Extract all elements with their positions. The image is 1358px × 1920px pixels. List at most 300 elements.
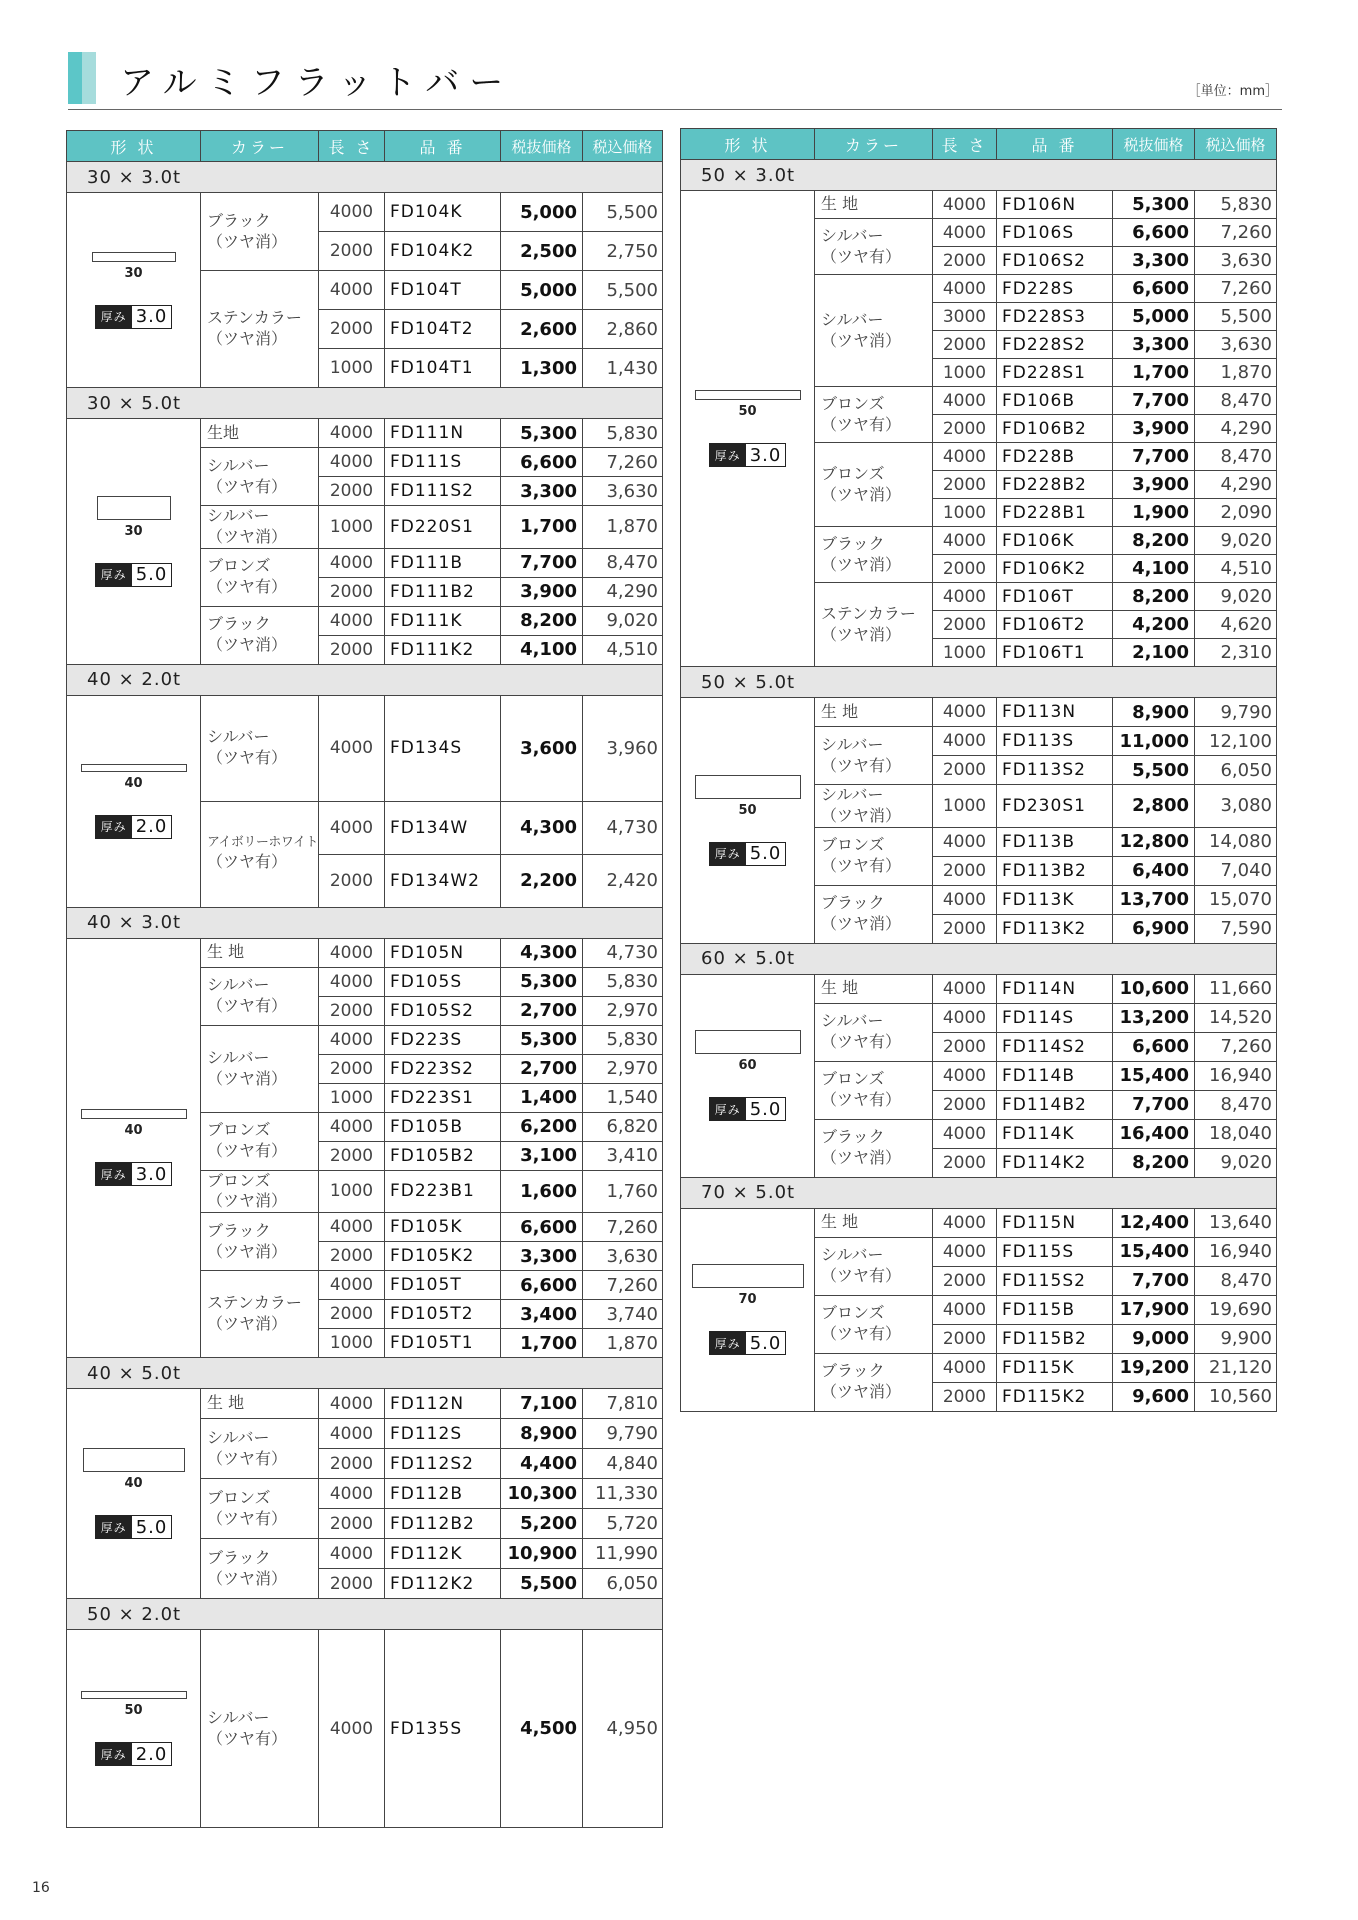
price-ex-tax-cell: 5,300	[501, 419, 583, 448]
length-cell: 4000	[933, 1237, 997, 1266]
product-code-cell: FD228B1	[997, 499, 1113, 527]
color-finish: （ツヤ有）	[207, 1448, 288, 1468]
price-in-tax-cell: 14,080	[1195, 827, 1277, 856]
product-code-cell: FD104T2	[385, 310, 501, 349]
length-cell: 1000	[933, 639, 997, 667]
product-code-cell: FD113N	[997, 698, 1113, 727]
price-ex-tax-cell: 4,300	[501, 938, 583, 967]
size-section-header	[67, 1599, 663, 1630]
price-ex-tax-cell: 2,100	[1113, 639, 1195, 667]
color-cell	[201, 1389, 319, 1419]
color-name: 生 地	[821, 1212, 859, 1232]
flat-bar-cross-section	[695, 775, 801, 799]
shape-diagram	[95, 496, 173, 587]
length-cell: 2000	[933, 756, 997, 785]
length-cell: 2000	[319, 1141, 385, 1170]
color-name: ブラック	[207, 210, 271, 230]
color-name: ステンカラー	[821, 603, 916, 623]
length-cell: 2000	[319, 1569, 385, 1599]
product-code-cell: FD135S	[385, 1630, 501, 1828]
price-in-tax-cell: 1,870	[1195, 359, 1277, 387]
color-name: ブラック	[821, 533, 885, 553]
color-name: シルバー	[821, 1011, 884, 1031]
thickness-badge	[95, 563, 173, 587]
color-cell	[815, 827, 933, 885]
price-ex-tax-cell: 4,400	[501, 1449, 583, 1479]
color-finish: （ツヤ有）	[207, 748, 288, 768]
size-label: 40 × 5.0t	[67, 1358, 663, 1389]
price-ex-tax-cell: 6,600	[501, 448, 583, 477]
shape-diagram	[692, 1264, 804, 1355]
price-in-tax-cell: 5,830	[1195, 191, 1277, 219]
shape-diagram	[695, 390, 801, 467]
length-cell: 1000	[319, 506, 385, 549]
shape-cell	[67, 695, 201, 907]
shape-cell	[681, 1208, 815, 1411]
product-code-cell: FD115B2	[997, 1324, 1113, 1353]
size-section-header	[67, 1358, 663, 1389]
color-name: シルバー	[207, 1047, 270, 1067]
price-ex-tax-cell: 6,600	[501, 1213, 583, 1242]
flat-bar-cross-section	[695, 390, 801, 400]
product-row	[681, 191, 1277, 219]
width-label: 70	[738, 1292, 757, 1308]
color-cell	[815, 1353, 933, 1411]
price-in-tax-cell: 13,640	[1195, 1208, 1277, 1237]
length-cell: 4000	[319, 1025, 385, 1054]
color-finish: （ツヤ有）	[207, 1141, 288, 1161]
color-finish: （ツヤ消）	[207, 1068, 288, 1088]
product-code-cell: FD113K	[997, 885, 1113, 914]
color-name: シルバー	[207, 455, 270, 475]
color-finish: （ツヤ有）	[207, 996, 288, 1016]
thickness-badge	[95, 1162, 173, 1186]
price-in-tax-cell: 21,120	[1195, 1353, 1277, 1382]
product-code-cell: FD115B	[997, 1295, 1113, 1324]
product-code-cell: FD220S1	[385, 506, 501, 549]
page-title: アルミフラットバー	[120, 63, 514, 103]
price-in-tax-cell: 4,290	[583, 577, 663, 606]
color-cell	[201, 1539, 319, 1599]
shape-diagram	[695, 1030, 801, 1121]
price-in-tax-cell: 7,260	[1195, 219, 1277, 247]
shape-diagram	[83, 1448, 185, 1539]
flat-bar-cross-section	[92, 252, 176, 262]
color-cell	[201, 1170, 319, 1213]
price-ex-tax-cell: 6,600	[1113, 275, 1195, 303]
length-cell: 1000	[319, 1329, 385, 1358]
price-in-tax-cell: 4,620	[1195, 611, 1277, 639]
color-name: ブロンズ	[207, 1487, 271, 1507]
color-finish: （ツヤ消）	[821, 914, 902, 934]
product-code-cell: FD106B2	[997, 415, 1113, 443]
product-code-cell: FD104K	[385, 193, 501, 232]
header-shape: 形 状	[681, 129, 815, 160]
product-code-cell: FD105K2	[385, 1242, 501, 1271]
length-cell: 4000	[319, 193, 385, 232]
color-finish: （ツヤ消）	[207, 526, 288, 546]
product-code-cell: FD134W	[385, 801, 501, 854]
length-cell: 2000	[319, 635, 385, 664]
color-cell	[815, 191, 933, 219]
product-code-cell: FD134S	[385, 695, 501, 801]
product-code-cell: FD112N	[385, 1389, 501, 1419]
product-code-cell: FD106B	[997, 387, 1113, 415]
product-code-cell: FD228S2	[997, 331, 1113, 359]
product-code-cell: FD223S1	[385, 1083, 501, 1112]
length-cell: 1000	[933, 359, 997, 387]
color-name: シルバー	[821, 734, 884, 754]
thickness-badge	[709, 443, 787, 467]
length-cell: 4000	[933, 443, 997, 471]
price-ex-tax-cell: 2,800	[1113, 785, 1195, 828]
price-ex-tax-cell: 3,100	[501, 1141, 583, 1170]
color-finish: （ツヤ消）	[207, 1191, 288, 1211]
shape-cell	[67, 193, 201, 388]
length-cell: 2000	[933, 1382, 997, 1411]
product-code-cell: FD114S2	[997, 1032, 1113, 1061]
color-finish: （ツヤ消）	[207, 1314, 288, 1334]
price-ex-tax-cell: 5,300	[1113, 191, 1195, 219]
thickness-value: 5.0	[749, 1098, 782, 1120]
price-ex-tax-cell: 3,600	[501, 695, 583, 801]
length-cell: 4000	[319, 967, 385, 996]
price-ex-tax-cell: 4,500	[501, 1630, 583, 1828]
price-ex-tax-cell: 8,200	[501, 606, 583, 635]
price-in-tax-cell: 2,090	[1195, 499, 1277, 527]
color-name: ブラック	[207, 1547, 271, 1567]
length-cell: 4000	[933, 698, 997, 727]
product-code-cell: FD114N	[997, 974, 1113, 1003]
color-name: 生 地	[821, 978, 859, 998]
price-in-tax-cell: 9,020	[583, 606, 663, 635]
price-in-tax-cell: 5,720	[583, 1509, 663, 1539]
page-number: 16	[32, 1880, 50, 1896]
size-section-header	[67, 907, 663, 938]
color-name: シルバー	[207, 1427, 270, 1447]
length-cell: 4000	[319, 1389, 385, 1419]
price-ex-tax-cell: 1,700	[501, 1329, 583, 1358]
size-section-header	[67, 664, 663, 695]
color-cell	[815, 885, 933, 943]
product-code-cell: FD114B2	[997, 1090, 1113, 1119]
color-name: ブラック	[207, 614, 271, 634]
product-code-cell: FD111S2	[385, 477, 501, 506]
price-ex-tax-cell: 5,500	[501, 1569, 583, 1599]
price-in-tax-cell: 9,900	[1195, 1324, 1277, 1353]
product-code-cell: FD134W2	[385, 854, 501, 907]
price-in-tax-cell: 5,500	[583, 193, 663, 232]
length-cell: 1000	[319, 349, 385, 388]
price-ex-tax-cell: 6,600	[1113, 219, 1195, 247]
color-finish: （ツヤ消）	[821, 330, 902, 350]
product-code-cell: FD113B2	[997, 856, 1113, 885]
color-finish: （ツヤ有）	[207, 577, 288, 597]
thickness-badge	[709, 1331, 787, 1355]
product-code-cell: FD113S	[997, 727, 1113, 756]
price-ex-tax-cell: 8,900	[501, 1419, 583, 1449]
shape-diagram	[695, 775, 801, 866]
size-label: 70 × 5.0t	[681, 1177, 1277, 1208]
product-code-cell: FD111K	[385, 606, 501, 635]
price-ex-tax-cell: 6,400	[1113, 856, 1195, 885]
header-color: カラー	[815, 129, 933, 160]
price-ex-tax-cell: 1,900	[1113, 499, 1195, 527]
color-cell	[815, 219, 933, 275]
thickness-badge-label: 厚み	[96, 1516, 132, 1538]
length-cell: 2000	[319, 854, 385, 907]
color-finish: （ツヤ有）	[821, 856, 902, 876]
color-name: シルバー	[821, 785, 884, 804]
price-in-tax-cell: 5,830	[583, 419, 663, 448]
price-in-tax-cell: 10,560	[1195, 1382, 1277, 1411]
price-ex-tax-cell: 6,900	[1113, 914, 1195, 943]
price-ex-tax-cell: 16,400	[1113, 1119, 1195, 1148]
price-table-right	[680, 128, 1277, 1412]
table-header-row	[67, 131, 663, 162]
color-name: ブロンズ	[821, 463, 885, 483]
price-ex-tax-cell: 4,100	[501, 635, 583, 664]
price-in-tax-cell: 6,050	[583, 1569, 663, 1599]
size-section-header	[681, 667, 1277, 698]
title-accent-bar	[68, 52, 82, 104]
product-code-cell: FD112S	[385, 1419, 501, 1449]
price-in-tax-cell: 8,470	[1195, 387, 1277, 415]
product-code-cell: FD105B2	[385, 1141, 501, 1170]
length-cell: 2000	[933, 1266, 997, 1295]
price-in-tax-cell: 8,470	[1195, 1266, 1277, 1295]
product-code-cell: FD113S2	[997, 756, 1113, 785]
color-finish: （ツヤ有）	[821, 1090, 902, 1110]
price-ex-tax-cell: 3,900	[1113, 415, 1195, 443]
length-cell: 2000	[319, 996, 385, 1025]
price-in-tax-cell: 1,430	[583, 349, 663, 388]
product-code-cell: FD105K	[385, 1213, 501, 1242]
length-cell: 4000	[319, 1213, 385, 1242]
color-cell	[815, 785, 933, 828]
color-cell	[815, 443, 933, 527]
size-label: 60 × 5.0t	[681, 943, 1277, 974]
length-cell: 2000	[319, 577, 385, 606]
product-code-cell: FD106S	[997, 219, 1113, 247]
price-ex-tax-cell: 10,600	[1113, 974, 1195, 1003]
length-cell: 4000	[319, 1271, 385, 1300]
color-name: シルバー	[821, 1245, 884, 1265]
price-in-tax-cell: 1,760	[583, 1170, 663, 1213]
price-in-tax-cell: 16,940	[1195, 1237, 1277, 1266]
price-ex-tax-cell: 5,000	[501, 193, 583, 232]
product-code-cell: FD223B1	[385, 1170, 501, 1213]
flat-bar-cross-section	[692, 1264, 804, 1288]
price-in-tax-cell: 4,730	[583, 801, 663, 854]
price-ex-tax-cell: 5,300	[501, 1025, 583, 1054]
color-name: シルバー	[207, 727, 270, 747]
price-in-tax-cell: 3,740	[583, 1300, 663, 1329]
price-ex-tax-cell: 10,300	[501, 1479, 583, 1509]
product-code-cell: FD105T1	[385, 1329, 501, 1358]
color-finish: （ツヤ有）	[821, 246, 902, 266]
header-code: 品 番	[997, 129, 1113, 160]
color-finish: （ツヤ消）	[821, 1382, 902, 1402]
price-in-tax-cell: 3,630	[583, 1242, 663, 1271]
length-cell: 2000	[319, 1242, 385, 1271]
width-label: 50	[738, 802, 757, 818]
color-name: シルバー	[207, 506, 270, 525]
color-finish: （ツヤ有）	[207, 852, 288, 872]
length-cell: 4000	[933, 275, 997, 303]
color-finish: （ツヤ消）	[821, 554, 902, 574]
price-in-tax-cell: 2,970	[583, 996, 663, 1025]
length-cell: 2000	[319, 1449, 385, 1479]
length-cell: 2000	[933, 1148, 997, 1177]
price-ex-tax-cell: 8,200	[1113, 527, 1195, 555]
color-cell	[201, 1112, 319, 1170]
size-section-header	[681, 160, 1277, 191]
thickness-badge-label: 厚み	[710, 1332, 746, 1354]
thickness-badge-label: 厚み	[710, 1098, 746, 1120]
size-label: 50 × 5.0t	[681, 667, 1277, 698]
thickness-badge	[709, 842, 787, 866]
thickness-badge-label: 厚み	[96, 306, 132, 328]
length-cell: 2000	[933, 471, 997, 499]
price-in-tax-cell: 4,840	[583, 1449, 663, 1479]
price-in-tax-cell: 7,260	[1195, 275, 1277, 303]
color-finish: （ツヤ有）	[821, 414, 902, 434]
size-section-header	[681, 943, 1277, 974]
shape-diagram	[81, 764, 187, 839]
product-code-cell: FD104T1	[385, 349, 501, 388]
color-cell	[815, 1208, 933, 1237]
price-in-tax-cell: 12,100	[1195, 727, 1277, 756]
color-cell	[815, 583, 933, 667]
price-in-tax-cell: 4,290	[1195, 471, 1277, 499]
color-finish: （ツヤ消）	[821, 1148, 902, 1168]
price-in-tax-cell: 15,070	[1195, 885, 1277, 914]
color-name: 生 地	[821, 701, 859, 721]
length-cell: 2000	[933, 856, 997, 885]
color-cell	[201, 448, 319, 506]
length-cell: 4000	[933, 727, 997, 756]
price-ex-tax-cell: 7,700	[1113, 443, 1195, 471]
price-ex-tax-cell: 4,300	[501, 801, 583, 854]
color-finish: （ツヤ消）	[821, 805, 902, 825]
product-row	[67, 695, 663, 748]
color-finish: （ツヤ有）	[821, 1032, 902, 1052]
price-ex-tax-cell: 7,700	[1113, 1090, 1195, 1119]
price-in-tax-cell: 7,590	[1195, 914, 1277, 943]
price-in-tax-cell: 6,820	[583, 1112, 663, 1141]
product-code-cell: FD106K	[997, 527, 1113, 555]
product-code-cell: FD106T1	[997, 639, 1113, 667]
price-ex-tax-cell: 2,200	[501, 854, 583, 907]
length-cell: 2000	[319, 232, 385, 271]
length-cell: 2000	[933, 914, 997, 943]
product-code-cell: FD115N	[997, 1208, 1113, 1237]
product-code-cell: FD115S2	[997, 1266, 1113, 1295]
length-cell: 2000	[933, 1090, 997, 1119]
width-label: 40	[124, 1123, 143, 1139]
price-ex-tax-cell: 7,700	[501, 548, 583, 577]
length-cell: 4000	[319, 1112, 385, 1141]
price-ex-tax-cell: 9,600	[1113, 1382, 1195, 1411]
thickness-badge	[95, 1515, 173, 1539]
length-cell: 4000	[933, 1003, 997, 1032]
header-price-in-tax: 税込価格	[1195, 129, 1277, 160]
thickness-badge-label: 厚み	[96, 1163, 132, 1185]
color-cell	[201, 193, 319, 271]
price-ex-tax-cell: 13,700	[1113, 885, 1195, 914]
product-code-cell: FD105T	[385, 1271, 501, 1300]
price-in-tax-cell: 9,020	[1195, 1148, 1277, 1177]
product-code-cell: FD112S2	[385, 1449, 501, 1479]
product-code-cell: FD230S1	[997, 785, 1113, 828]
color-finish: （ツヤ消）	[207, 1241, 288, 1261]
price-in-tax-cell: 14,520	[1195, 1003, 1277, 1032]
price-in-tax-cell: 5,830	[583, 967, 663, 996]
color-name: シルバー	[207, 975, 270, 995]
price-ex-tax-cell: 3,300	[1113, 331, 1195, 359]
thickness-badge-label: 厚み	[710, 444, 746, 466]
price-in-tax-cell: 7,260	[583, 1271, 663, 1300]
color-name: 生 地	[821, 194, 859, 214]
length-cell: 2000	[319, 477, 385, 506]
price-in-tax-cell: 2,860	[583, 310, 663, 349]
flat-bar-cross-section	[81, 764, 187, 772]
price-in-tax-cell: 11,990	[583, 1539, 663, 1569]
price-ex-tax-cell: 11,000	[1113, 727, 1195, 756]
price-in-tax-cell: 3,410	[583, 1141, 663, 1170]
color-cell	[201, 1419, 319, 1479]
unit-note: ［単位：mm］	[1187, 84, 1278, 99]
price-ex-tax-cell: 1,300	[501, 349, 583, 388]
color-cell	[815, 527, 933, 583]
thickness-value: 3.0	[135, 306, 168, 327]
price-ex-tax-cell: 1,700	[501, 506, 583, 549]
price-ex-tax-cell: 13,200	[1113, 1003, 1195, 1032]
length-cell: 2000	[933, 1324, 997, 1353]
price-ex-tax-cell: 4,200	[1113, 611, 1195, 639]
color-cell	[201, 271, 319, 388]
title-accent-bar-light	[82, 52, 96, 104]
product-row	[67, 1389, 663, 1419]
price-ex-tax-cell: 8,200	[1113, 1148, 1195, 1177]
length-cell: 4000	[319, 271, 385, 310]
price-in-tax-cell: 3,080	[1195, 785, 1277, 828]
length-cell: 4000	[319, 1539, 385, 1569]
color-cell	[815, 1237, 933, 1295]
color-cell	[201, 801, 319, 907]
color-cell	[201, 419, 319, 448]
shape-cell	[67, 1630, 201, 1828]
product-code-cell: FD105S	[385, 967, 501, 996]
product-code-cell: FD115K2	[997, 1382, 1113, 1411]
size-label: 40 × 2.0t	[67, 664, 663, 695]
price-in-tax-cell: 2,750	[583, 232, 663, 271]
color-name: 生 地	[207, 942, 245, 962]
product-code-cell: FD223S2	[385, 1054, 501, 1083]
product-code-cell: FD228B	[997, 443, 1113, 471]
color-cell	[815, 974, 933, 1003]
color-cell	[815, 727, 933, 785]
color-name: ブラック	[821, 1127, 885, 1147]
product-code-cell: FD112K2	[385, 1569, 501, 1599]
length-cell: 2000	[933, 1032, 997, 1061]
price-in-tax-cell: 5,830	[583, 1025, 663, 1054]
shape-diagram	[81, 1691, 187, 1766]
header-price-ex-tax: 税抜価格	[501, 131, 583, 162]
product-code-cell: FD114B	[997, 1061, 1113, 1090]
color-name: シルバー	[207, 1707, 270, 1727]
